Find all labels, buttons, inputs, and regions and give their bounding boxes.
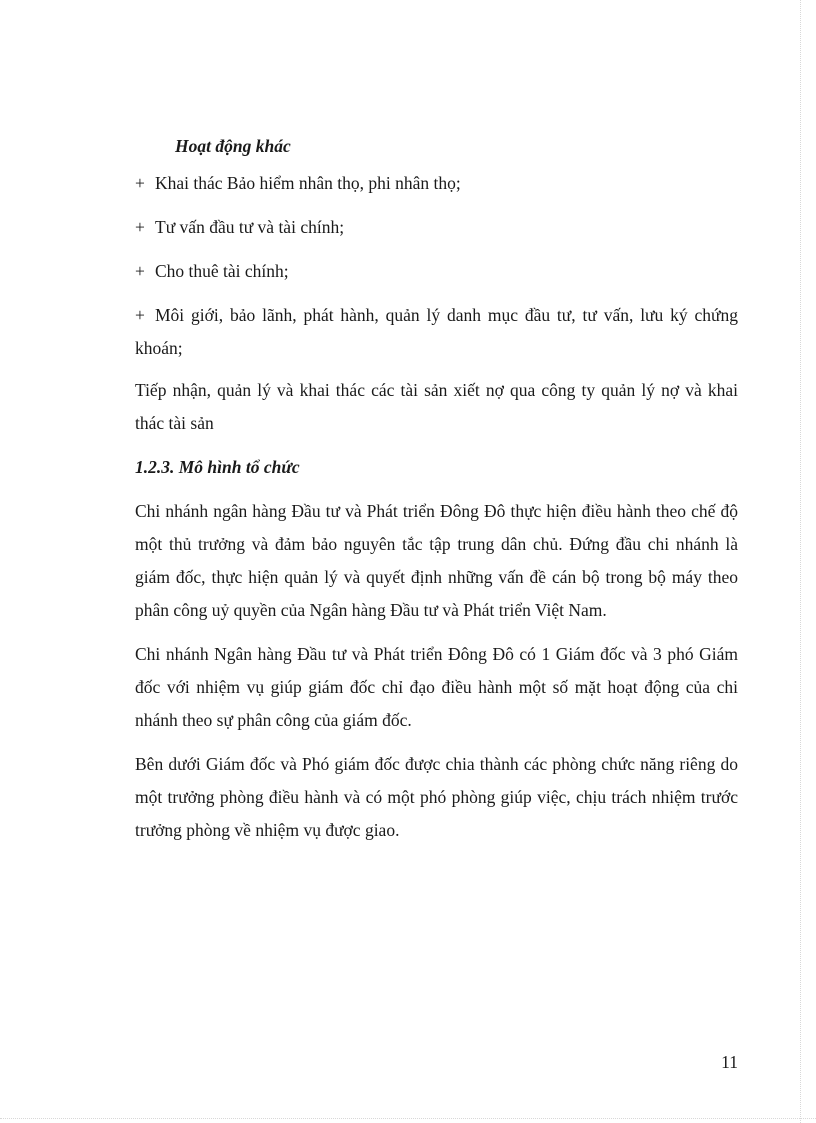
bullet-plus-icon: +	[135, 305, 145, 325]
document-body	[135, 130, 738, 858]
bullet-item	[135, 299, 738, 365]
bullet-plus-icon: +	[135, 217, 145, 237]
subheading: Hoạt động khác	[175, 136, 291, 156]
bullet-plus-icon: +	[135, 173, 145, 193]
paragraph-intro: Tiếp nhận, quản lý và khai thác các tài sản xiết nợ qua công ty quản lý nợ và khai thác tài sản	[135, 380, 738, 433]
bullet-item	[135, 255, 738, 288]
paragraph: Chi nhánh Ngân hàng Đầu tư và Phát triển Đông Đô có 1 Giám đốc và 3 phó Giám đốc với nhiệm vụ giúp giám đốc chỉ đạo điều hành một số mặt hoạt động của chi nhánh theo sự phân công của giám đốc.	[135, 644, 738, 730]
paragraph: Chi nhánh ngân hàng Đầu tư và Phát triển Đông Đô thực hiện điều hành theo chế độ một thủ trưởng và đảm bảo nguyên tắc tập trung dân chủ. Đứng đầu chi nhánh là giám đốc, thực hiện quản lý và quyết định những vấn đề cán bộ trong bộ máy theo phân công uỷ quyền của Ngân hàng Đầu tư và Phát triển Việt Nam.	[135, 501, 738, 620]
page-number: 11	[721, 1052, 738, 1072]
bullet-plus-icon: +	[135, 261, 145, 281]
bullet-item	[135, 167, 738, 200]
bullet-item	[135, 211, 738, 244]
section-heading: 1.2.3. Mô hình tổ chức	[135, 457, 300, 477]
paragraph: Bên dưới Giám đốc và Phó giám đốc được chia thành các phòng chức năng riêng do một trưởng phòng điều hành và có một phó phòng giúp việc, chịu trách nhiệm trước trưởng phòng về nhiệm vụ được giao.	[135, 754, 738, 840]
page-border-right	[800, 0, 801, 1123]
bullet-text: Môi giới, bảo lãnh, phát hành, quản lý danh mục đầu tư, tư vấn, lưu ký chứng khoán;	[135, 305, 738, 358]
bullet-text: Cho thuê tài chính;	[155, 261, 289, 281]
bullet-text: Khai thác Bảo hiểm nhân thọ, phi nhân thọ;	[155, 173, 461, 193]
page-border-bottom	[0, 1118, 816, 1119]
bullet-text: Tư vấn đầu tư và tài chính;	[155, 217, 345, 237]
